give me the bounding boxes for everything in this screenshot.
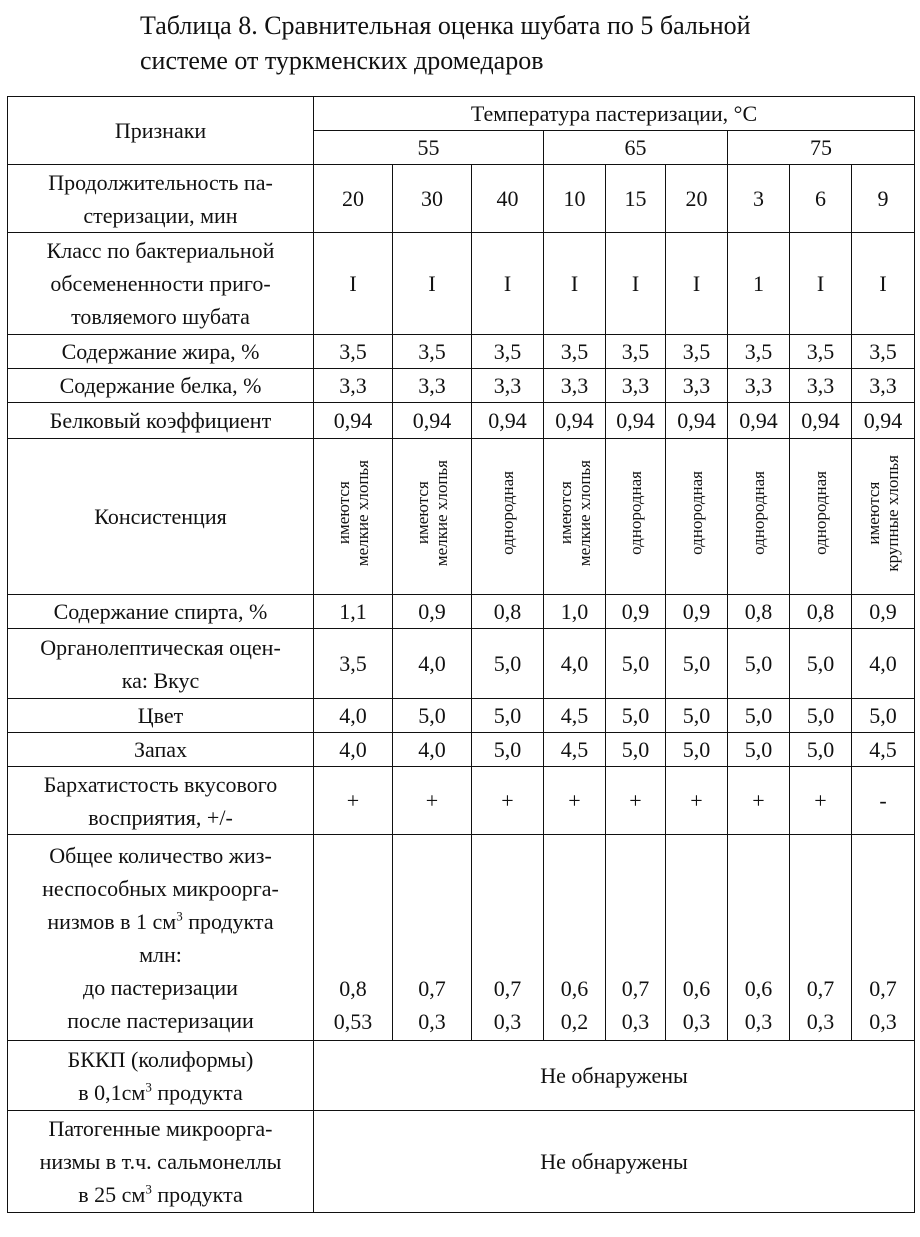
cell: 6 xyxy=(790,165,852,233)
cell: 10 xyxy=(544,165,606,233)
cell: 5,0 xyxy=(728,699,790,733)
cell: однородная xyxy=(728,439,790,595)
label-fat: Содержание жира, % xyxy=(8,335,314,369)
cell: 5,0 xyxy=(728,629,790,699)
label-velvet: Бархатистость вкусового восприятия, +/- xyxy=(8,767,314,835)
cell: 4,5 xyxy=(544,733,606,767)
cell: имеются крупные хлопья xyxy=(852,439,915,595)
cell: 3,3 xyxy=(472,369,544,403)
label-taste: Органолептическая оцен- ка: Вкус xyxy=(8,629,314,699)
cell: 15 xyxy=(606,165,666,233)
cell: 4,0 xyxy=(544,629,606,699)
label-alcohol: Содержание спирта, % xyxy=(8,595,314,629)
cell: 3,3 xyxy=(790,369,852,403)
cell: 5,0 xyxy=(472,699,544,733)
label-color: Цвет xyxy=(8,699,314,733)
cell: + xyxy=(472,767,544,835)
caption-line-2: системе от туркменских дромедаров xyxy=(140,46,544,75)
cell: 3 xyxy=(728,165,790,233)
cell: I xyxy=(852,233,915,335)
cell: 4,5 xyxy=(544,699,606,733)
cell: I xyxy=(393,233,472,335)
cell: 0,8 xyxy=(472,595,544,629)
cell: 20 xyxy=(314,165,393,233)
cell: 3,3 xyxy=(314,369,393,403)
cell: 5,0 xyxy=(393,699,472,733)
cell: 1,0 xyxy=(544,595,606,629)
cell: 5,0 xyxy=(852,699,915,733)
label-pathogens: Патогенные микроорга- низмы в т.ч. сальмонеллы в 25 $см^3$ продукта xyxy=(8,1111,314,1213)
cell: 5,0 xyxy=(728,733,790,767)
cell: + xyxy=(666,767,728,835)
cell: 0,94 xyxy=(852,403,915,439)
cell: I xyxy=(314,233,393,335)
label-protein-coefficient: Белковый коэффициент xyxy=(8,403,314,439)
cell: 0,94 xyxy=(472,403,544,439)
cell: 0,7 0,3 xyxy=(472,835,544,1041)
temperature-header: Температура пастеризации, °С xyxy=(314,97,915,131)
row-microbes xyxy=(8,835,915,1041)
cell: 3,3 xyxy=(728,369,790,403)
cell: + xyxy=(606,767,666,835)
cell: 5,0 xyxy=(666,629,728,699)
row-protein-coefficient xyxy=(8,403,915,439)
cell: 4,0 xyxy=(852,629,915,699)
cell: 0,7 0,3 xyxy=(790,835,852,1041)
cell: 3,5 xyxy=(472,335,544,369)
cell: 3,5 xyxy=(606,335,666,369)
cell: 5,0 xyxy=(472,629,544,699)
cell: 0,94 xyxy=(393,403,472,439)
cell: I xyxy=(666,233,728,335)
cell: 3,5 xyxy=(314,629,393,699)
cell: 3,5 xyxy=(666,335,728,369)
cell: 0,6 0,2 xyxy=(544,835,606,1041)
row-duration xyxy=(8,165,915,233)
cell: 3,5 xyxy=(728,335,790,369)
cell: 0,6 0,3 xyxy=(728,835,790,1041)
row-fat xyxy=(8,335,915,369)
cell: 30 xyxy=(393,165,472,233)
cell: имеются мелкие хлопья xyxy=(544,439,606,595)
row-consistency xyxy=(8,439,915,595)
cell: 5,0 xyxy=(472,733,544,767)
label-bkkp: БККП (колиформы) в $0,1см^3$ продукта xyxy=(8,1041,314,1111)
cell: 0,7 0,3 xyxy=(393,835,472,1041)
cell: 3,3 xyxy=(606,369,666,403)
temp-55: 55 xyxy=(314,131,544,165)
label-protein: Содержание белка, % xyxy=(8,369,314,403)
cell: 5,0 xyxy=(606,629,666,699)
cell: 0,7 0,3 xyxy=(606,835,666,1041)
cell: 5,0 xyxy=(790,733,852,767)
table-caption xyxy=(140,8,900,78)
label-class: Класс по бактериальной обсемененности приго- товляемого шубата xyxy=(8,233,314,335)
row-color xyxy=(8,699,915,733)
cell: 0,94 xyxy=(544,403,606,439)
cell: 0,94 xyxy=(606,403,666,439)
cell: I xyxy=(544,233,606,335)
cell: 0,8 0,53 xyxy=(314,835,393,1041)
cell: однородная xyxy=(472,439,544,595)
cell: однородная xyxy=(666,439,728,595)
pathogens-value: Не обнаружены xyxy=(314,1111,915,1213)
cell: 3,3 xyxy=(666,369,728,403)
cell: 0,9 xyxy=(393,595,472,629)
row-taste xyxy=(8,629,915,699)
cell: I xyxy=(472,233,544,335)
cell: 5,0 xyxy=(790,699,852,733)
cell: 0,94 xyxy=(728,403,790,439)
row-protein xyxy=(8,369,915,403)
row-smell xyxy=(8,733,915,767)
cell: + xyxy=(314,767,393,835)
cell: 20 xyxy=(666,165,728,233)
row-velvet xyxy=(8,767,915,835)
cell: 4,0 xyxy=(314,733,393,767)
cell: 5,0 xyxy=(790,629,852,699)
cell: + xyxy=(544,767,606,835)
cell: 3,5 xyxy=(852,335,915,369)
temp-65: 65 xyxy=(544,131,728,165)
cell: 0,9 xyxy=(606,595,666,629)
comparison-table xyxy=(7,96,915,1213)
temp-75: 75 xyxy=(728,131,915,165)
cell: - xyxy=(852,767,915,835)
cell: 3,5 xyxy=(790,335,852,369)
cell: 1,1 xyxy=(314,595,393,629)
cell: 0,8 xyxy=(728,595,790,629)
cell: I xyxy=(790,233,852,335)
header-row-temperature xyxy=(8,97,915,131)
cell: 0,9 xyxy=(666,595,728,629)
cell: 0,94 xyxy=(666,403,728,439)
label-consistency: Консистенция xyxy=(8,439,314,595)
features-header: Признаки xyxy=(8,97,314,165)
row-pathogens xyxy=(8,1111,915,1213)
cell: 40 xyxy=(472,165,544,233)
cell: 5,0 xyxy=(606,699,666,733)
label-duration: Продолжительность па- стеризации, мин xyxy=(8,165,314,233)
label-smell: Запах xyxy=(8,733,314,767)
cell: 3,3 xyxy=(393,369,472,403)
cell: + xyxy=(393,767,472,835)
cell: 0,8 xyxy=(790,595,852,629)
row-class xyxy=(8,233,915,335)
row-bkkp xyxy=(8,1041,915,1111)
cell: однородная xyxy=(790,439,852,595)
cell: 4,0 xyxy=(314,699,393,733)
cell: 0,9 xyxy=(852,595,915,629)
cell: 3,5 xyxy=(393,335,472,369)
cell: 5,0 xyxy=(666,699,728,733)
caption-line-1: Таблица 8. Сравнительная оценка шубата по 5 бальной xyxy=(140,11,751,40)
cell: 3,3 xyxy=(852,369,915,403)
cell: имеются мелкие хлопья xyxy=(314,439,393,595)
cell: 3,3 xyxy=(544,369,606,403)
cell: 5,0 xyxy=(666,733,728,767)
cell: 4,5 xyxy=(852,733,915,767)
cell: 0,94 xyxy=(314,403,393,439)
cell: однородная xyxy=(606,439,666,595)
cell: имеются мелкие хлопья xyxy=(393,439,472,595)
cell: 0,94 xyxy=(790,403,852,439)
cell: 3,5 xyxy=(314,335,393,369)
cell: 9 xyxy=(852,165,915,233)
cell: 1 xyxy=(728,233,790,335)
cell: 5,0 xyxy=(606,733,666,767)
cell: 0,6 0,3 xyxy=(666,835,728,1041)
label-microbes: Общее количество жиз- неспособных микроорга- низмов в 1 $см^3$ продукта млн: до пастеризации после пастеризации xyxy=(8,835,314,1041)
cell: + xyxy=(790,767,852,835)
cell: 0,7 0,3 xyxy=(852,835,915,1041)
cell: 3,5 xyxy=(544,335,606,369)
row-alcohol xyxy=(8,595,915,629)
cell: 4,0 xyxy=(393,733,472,767)
cell: + xyxy=(728,767,790,835)
bkkp-value: Не обнаружены xyxy=(314,1041,915,1111)
cell: I xyxy=(606,233,666,335)
cell: 4,0 xyxy=(393,629,472,699)
